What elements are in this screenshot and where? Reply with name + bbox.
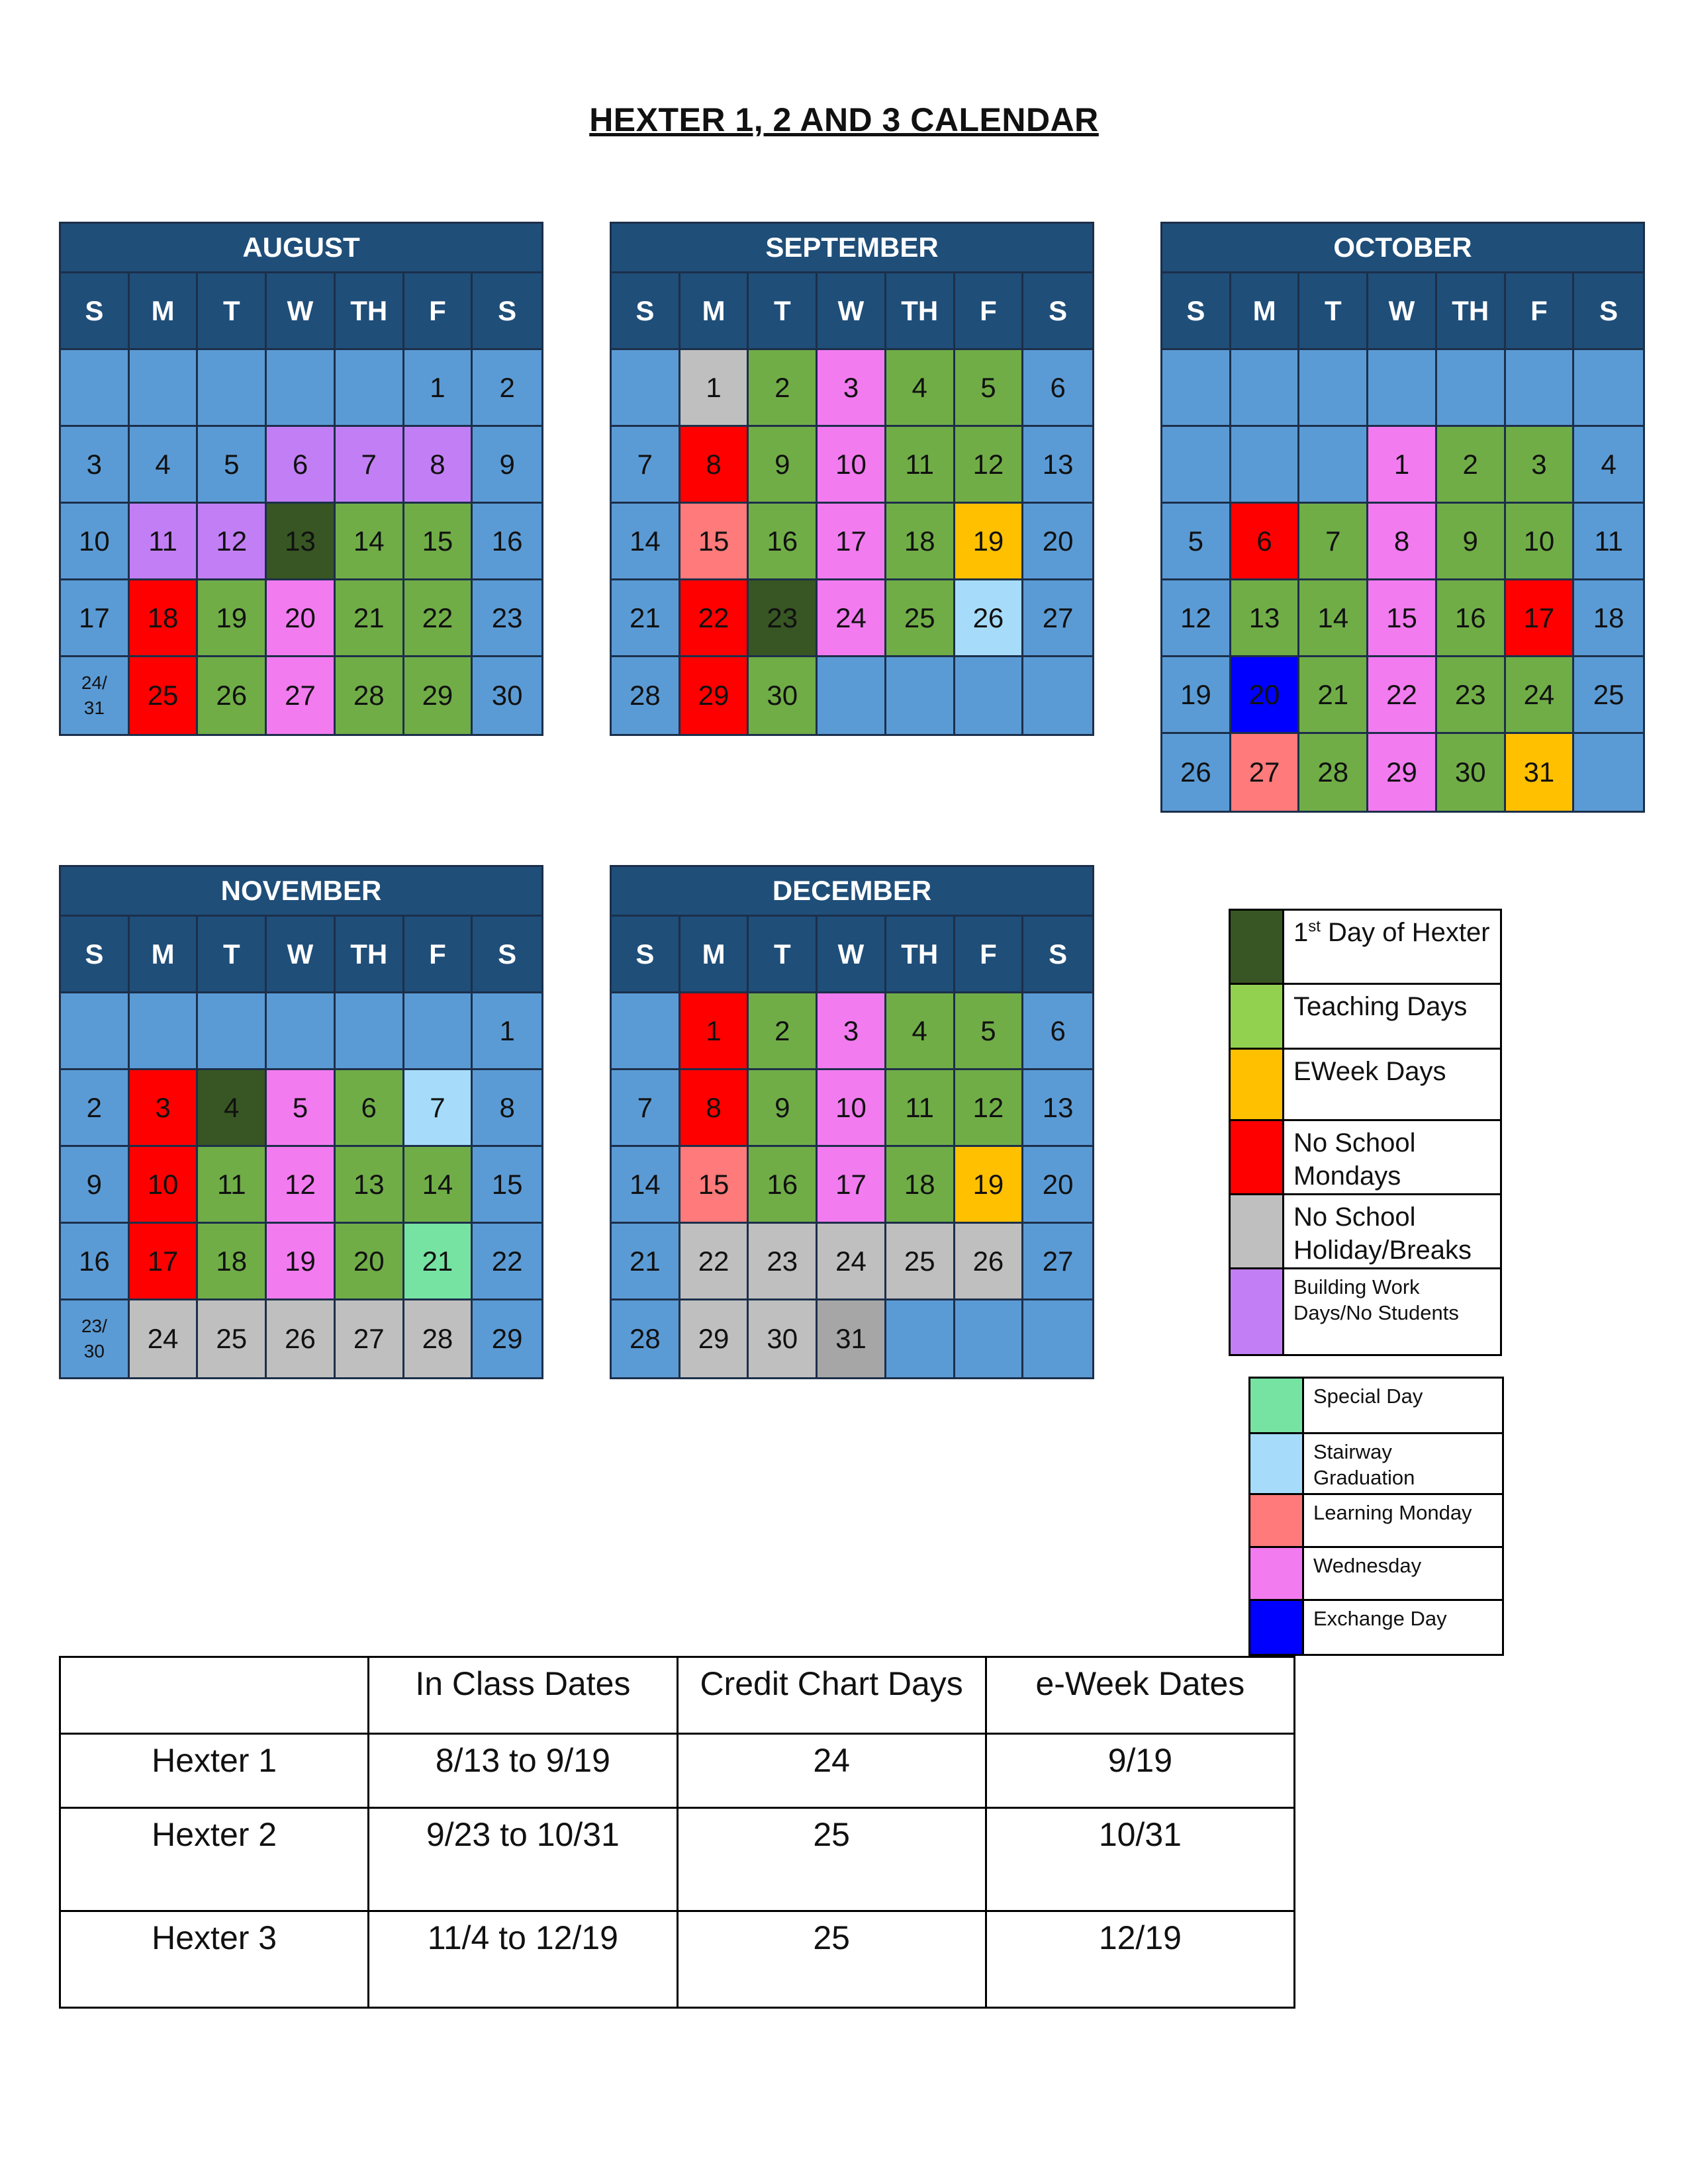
day-cell: 20 <box>267 580 336 657</box>
month-title: NOVEMBER <box>61 867 541 917</box>
day-cell: 3 <box>61 427 130 504</box>
weekday-header: F <box>1506 273 1575 350</box>
empty-day-cell <box>1162 427 1231 504</box>
weekday-header: S <box>1023 273 1092 350</box>
table-cell: 12/19 <box>986 1911 1294 2008</box>
day-cell: 19 <box>955 1147 1024 1224</box>
legend-swatch <box>1250 1495 1304 1546</box>
day-cell: 2 <box>1437 427 1506 504</box>
day-cell: 14 <box>1299 580 1368 657</box>
day-cell: 9 <box>749 427 818 504</box>
day-cell: 14 <box>612 504 680 580</box>
legend-row <box>1231 1121 1500 1195</box>
legend-swatch <box>1250 1434 1304 1493</box>
day-cell: 1 <box>473 993 541 1070</box>
day-cell: 9 <box>749 1070 818 1147</box>
day-cell: 25 <box>198 1300 267 1377</box>
day-cell: 11 <box>1574 504 1643 580</box>
table-cell: 9/23 to 10/31 <box>369 1808 677 1911</box>
day-cell: 4 <box>198 1070 267 1147</box>
day-cell: 21 <box>1299 657 1368 734</box>
table-cell: In Class Dates <box>369 1657 677 1734</box>
table-row <box>60 1734 1295 1808</box>
empty-day-cell <box>955 1300 1024 1377</box>
day-cell: 14 <box>336 504 404 580</box>
month-title: AUGUST <box>61 224 541 273</box>
weekday-header: W <box>267 273 336 350</box>
empty-day-cell <box>1023 657 1092 734</box>
weekday-header: T <box>198 917 267 993</box>
day-cell: 10 <box>1506 504 1575 580</box>
weekday-header: W <box>1368 273 1437 350</box>
legend-label: Building Work Days/No Students <box>1293 1275 1459 1324</box>
weekday-header: S <box>61 273 130 350</box>
day-cell: 24 <box>1506 657 1575 734</box>
legend-row <box>1250 1548 1502 1601</box>
day-cell: 18 <box>130 580 199 657</box>
day-cell: 25 <box>886 580 955 657</box>
table-cell: 8/13 to 9/19 <box>369 1734 677 1808</box>
day-cell: 16 <box>61 1224 130 1300</box>
weekday-header: M <box>680 273 749 350</box>
day-cell: 3 <box>1506 427 1575 504</box>
empty-day-cell <box>1231 350 1300 427</box>
legend-row <box>1231 985 1500 1050</box>
weekday-header: S <box>1162 273 1231 350</box>
calendar-november <box>59 865 543 1379</box>
day-cell: 13 <box>1231 580 1300 657</box>
day-cell: 5 <box>955 350 1024 427</box>
day-cell: 11 <box>886 427 955 504</box>
day-cell: 27 <box>1231 734 1300 811</box>
day-cell: 3 <box>818 350 886 427</box>
day-cell: 25 <box>130 657 199 734</box>
legend-label: No School Mondays <box>1293 1128 1416 1191</box>
empty-day-cell <box>1231 427 1300 504</box>
legend-label: Exchange Day <box>1313 1607 1447 1630</box>
day-cell: 18 <box>198 1224 267 1300</box>
table-cell: 25 <box>677 1911 986 2008</box>
table-cell: Credit Chart Days <box>677 1657 986 1734</box>
day-cell: 9 <box>473 427 541 504</box>
day-cell: 26 <box>267 1300 336 1377</box>
day-cell: 23 <box>473 580 541 657</box>
day-cell: 1 <box>680 993 749 1070</box>
day-cell: 21 <box>612 1224 680 1300</box>
table-cell: 9/19 <box>986 1734 1294 1808</box>
empty-day-cell <box>61 350 130 427</box>
day-cell: 30 <box>749 1300 818 1377</box>
legend-label: Teaching Days <box>1293 992 1468 1021</box>
day-cell: 26 <box>955 1224 1024 1300</box>
legend-row <box>1231 1269 1500 1354</box>
day-cell: 15 <box>404 504 473 580</box>
day-cell: 1 <box>404 350 473 427</box>
day-cell: 19 <box>1162 657 1231 734</box>
table-cell: e-Week Dates <box>986 1657 1294 1734</box>
weekday-header: F <box>404 273 473 350</box>
table-cell: Hexter 3 <box>60 1911 369 2008</box>
day-cell: 21 <box>612 580 680 657</box>
day-cell: 17 <box>1506 580 1575 657</box>
day-cell: 3 <box>818 993 886 1070</box>
day-cell: 17 <box>818 504 886 580</box>
weekday-header: W <box>818 917 886 993</box>
calendar-august <box>59 222 543 736</box>
empty-day-cell <box>404 993 473 1070</box>
day-cell: 8 <box>680 1070 749 1147</box>
day-cell: 18 <box>1574 580 1643 657</box>
weekday-header: S <box>473 273 541 350</box>
day-cell: 24 <box>818 580 886 657</box>
empty-day-cell <box>336 350 404 427</box>
month-title: SEPTEMBER <box>612 224 1092 273</box>
legend-swatch <box>1231 1121 1284 1193</box>
empty-day-cell <box>1162 350 1231 427</box>
weekday-header: TH <box>886 917 955 993</box>
day-cell: 13 <box>267 504 336 580</box>
legend-swatch <box>1231 985 1284 1048</box>
month-title: DECEMBER <box>612 867 1092 917</box>
day-cell: 2 <box>473 350 541 427</box>
day-cell: 23 <box>749 580 818 657</box>
table-cell: Hexter 1 <box>60 1734 369 1808</box>
table-cell: 25 <box>677 1808 986 1911</box>
legend-swatch <box>1231 911 1284 983</box>
day-cell: 27 <box>336 1300 404 1377</box>
day-cell: 27 <box>267 657 336 734</box>
weekday-header: TH <box>336 917 404 993</box>
day-cell: 13 <box>1023 427 1092 504</box>
day-cell: 31 <box>818 1300 886 1377</box>
empty-day-cell <box>955 657 1024 734</box>
day-cell: 22 <box>680 580 749 657</box>
legend-row <box>1250 1379 1502 1434</box>
day-cell: 17 <box>61 580 130 657</box>
day-cell: 17 <box>818 1147 886 1224</box>
weekday-header: S <box>1023 917 1092 993</box>
day-cell: 16 <box>1437 580 1506 657</box>
day-cell: 22 <box>473 1224 541 1300</box>
day-cell: 12 <box>955 1070 1024 1147</box>
day-cell: 26 <box>198 657 267 734</box>
day-cell: 1 <box>1368 427 1437 504</box>
day-cell: 11 <box>198 1147 267 1224</box>
day-cell: 30 <box>749 657 818 734</box>
calendar-september <box>610 222 1094 736</box>
legend-row <box>1250 1434 1502 1495</box>
empty-day-cell <box>1506 350 1575 427</box>
legend-swatch <box>1231 1050 1284 1119</box>
empty-day-cell <box>612 993 680 1070</box>
empty-day-cell <box>1574 350 1643 427</box>
day-cell: 8 <box>404 427 473 504</box>
empty-day-cell <box>886 1300 955 1377</box>
day-cell: 28 <box>612 657 680 734</box>
legend-label: Special Day <box>1313 1385 1423 1408</box>
weekday-header: F <box>955 917 1024 993</box>
empty-day-cell <box>818 657 886 734</box>
day-cell: 19 <box>198 580 267 657</box>
day-cell: 27 <box>1023 1224 1092 1300</box>
day-cell: 24 <box>818 1224 886 1300</box>
day-cell: 16 <box>749 504 818 580</box>
day-cell: 22 <box>1368 657 1437 734</box>
weekday-header: W <box>267 917 336 993</box>
day-cell: 5 <box>955 993 1024 1070</box>
day-cell: 23/ 30 <box>61 1300 130 1377</box>
day-cell: 6 <box>1023 350 1092 427</box>
day-cell: 4 <box>886 350 955 427</box>
weekday-header: S <box>473 917 541 993</box>
day-cell: 12 <box>1162 580 1231 657</box>
empty-day-cell <box>1299 427 1368 504</box>
weekday-header: W <box>818 273 886 350</box>
day-cell: 18 <box>886 504 955 580</box>
day-cell: 21 <box>336 580 404 657</box>
weekday-header: M <box>680 917 749 993</box>
legend-row <box>1250 1601 1502 1654</box>
legend-swatch <box>1250 1601 1304 1654</box>
day-cell: 13 <box>336 1147 404 1224</box>
table-cell <box>60 1657 369 1734</box>
day-cell: 13 <box>1023 1070 1092 1147</box>
page-title: HEXTER 1, 2 AND 3 CALENDAR <box>589 101 1099 138</box>
weekday-header: T <box>749 917 818 993</box>
empty-day-cell <box>1574 734 1643 811</box>
empty-day-cell <box>1023 1300 1092 1377</box>
day-cell: 11 <box>130 504 199 580</box>
day-cell: 29 <box>680 1300 749 1377</box>
weekday-header: T <box>749 273 818 350</box>
day-cell: 5 <box>1162 504 1231 580</box>
table-header-row <box>60 1657 1295 1734</box>
day-cell: 29 <box>680 657 749 734</box>
day-cell: 3 <box>130 1070 199 1147</box>
empty-day-cell <box>267 993 336 1070</box>
weekday-header: TH <box>1437 273 1506 350</box>
day-cell: 10 <box>61 504 130 580</box>
day-cell: 24 <box>130 1300 199 1377</box>
weekday-header: TH <box>886 273 955 350</box>
day-cell: 17 <box>130 1224 199 1300</box>
day-cell: 28 <box>336 657 404 734</box>
day-cell: 24/ 31 <box>61 657 130 734</box>
legend-row <box>1231 1195 1500 1269</box>
day-cell: 23 <box>1437 657 1506 734</box>
calendar-october <box>1160 222 1645 813</box>
day-cell: 19 <box>955 504 1024 580</box>
table-cell: 24 <box>677 1734 986 1808</box>
day-cell: 8 <box>680 427 749 504</box>
day-cell: 6 <box>1231 504 1300 580</box>
day-cell: 28 <box>612 1300 680 1377</box>
day-cell: 5 <box>267 1070 336 1147</box>
day-cell: 19 <box>267 1224 336 1300</box>
empty-day-cell <box>267 350 336 427</box>
table-row <box>60 1808 1295 1911</box>
day-cell: 28 <box>1299 734 1368 811</box>
day-cell: 6 <box>267 427 336 504</box>
day-cell: 28 <box>404 1300 473 1377</box>
day-cell: 7 <box>612 427 680 504</box>
legend-main <box>1229 909 1502 1356</box>
calendar-december <box>610 865 1094 1379</box>
legend-row <box>1231 1050 1500 1121</box>
day-cell: 10 <box>130 1147 199 1224</box>
empty-day-cell <box>198 993 267 1070</box>
day-cell: 8 <box>473 1070 541 1147</box>
empty-day-cell <box>198 350 267 427</box>
day-cell: 25 <box>886 1224 955 1300</box>
day-cell: 4 <box>130 427 199 504</box>
legend-label: 1st Day of Hexter <box>1293 917 1490 947</box>
day-cell: 30 <box>473 657 541 734</box>
table-cell: 11/4 to 12/19 <box>369 1911 677 2008</box>
day-cell: 7 <box>336 427 404 504</box>
day-cell: 12 <box>955 427 1024 504</box>
day-cell: 15 <box>473 1147 541 1224</box>
legend-swatch <box>1231 1269 1284 1354</box>
legend-swatch <box>1250 1379 1304 1432</box>
table-row <box>60 1911 1295 2008</box>
empty-day-cell <box>612 350 680 427</box>
weekday-header: TH <box>336 273 404 350</box>
day-cell: 2 <box>61 1070 130 1147</box>
legend-row <box>1250 1495 1502 1548</box>
day-cell: 14 <box>612 1147 680 1224</box>
weekday-header: S <box>612 273 680 350</box>
day-cell: 15 <box>680 504 749 580</box>
weekday-header: S <box>1574 273 1643 350</box>
legend-label: Stairway Graduation <box>1313 1440 1415 1489</box>
day-cell: 29 <box>1368 734 1437 811</box>
weekday-header: F <box>955 273 1024 350</box>
day-cell: 25 <box>1574 657 1643 734</box>
legend-label: No School Holiday/Breaks <box>1293 1203 1472 1265</box>
summary-table <box>59 1656 1295 2009</box>
weekday-header: T <box>1299 273 1368 350</box>
day-cell: 31 <box>1506 734 1575 811</box>
day-cell: 30 <box>1437 734 1506 811</box>
day-cell: 26 <box>1162 734 1231 811</box>
day-cell: 1 <box>680 350 749 427</box>
day-cell: 15 <box>680 1147 749 1224</box>
empty-day-cell <box>336 993 404 1070</box>
table-cell: 10/31 <box>986 1808 1294 1911</box>
day-cell: 20 <box>1231 657 1300 734</box>
legend-row <box>1231 911 1500 985</box>
day-cell: 22 <box>404 580 473 657</box>
day-cell: 14 <box>404 1147 473 1224</box>
day-cell: 6 <box>336 1070 404 1147</box>
empty-day-cell <box>61 993 130 1070</box>
empty-day-cell <box>886 657 955 734</box>
day-cell: 8 <box>1368 504 1437 580</box>
weekday-header: S <box>61 917 130 993</box>
day-cell: 2 <box>749 350 818 427</box>
day-cell: 12 <box>267 1147 336 1224</box>
day-cell: 15 <box>1368 580 1437 657</box>
day-cell: 29 <box>473 1300 541 1377</box>
empty-day-cell <box>1368 350 1437 427</box>
day-cell: 20 <box>1023 1147 1092 1224</box>
empty-day-cell <box>130 350 199 427</box>
weekday-header: M <box>130 273 199 350</box>
empty-day-cell <box>130 993 199 1070</box>
day-cell: 9 <box>61 1147 130 1224</box>
day-cell: 23 <box>749 1224 818 1300</box>
day-cell: 6 <box>1023 993 1092 1070</box>
day-cell: 2 <box>749 993 818 1070</box>
legend-label: Learning Monday <box>1313 1501 1472 1524</box>
day-cell: 20 <box>1023 504 1092 580</box>
weekday-header: F <box>404 917 473 993</box>
month-title: OCTOBER <box>1162 224 1643 273</box>
day-cell: 10 <box>818 1070 886 1147</box>
weekday-header: M <box>130 917 199 993</box>
day-cell: 7 <box>612 1070 680 1147</box>
day-cell: 16 <box>749 1147 818 1224</box>
day-cell: 16 <box>473 504 541 580</box>
day-cell: 4 <box>886 993 955 1070</box>
day-cell: 7 <box>404 1070 473 1147</box>
day-cell: 4 <box>1574 427 1643 504</box>
legend-label: EWeek Days <box>1293 1057 1446 1086</box>
day-cell: 22 <box>680 1224 749 1300</box>
day-cell: 10 <box>818 427 886 504</box>
day-cell: 11 <box>886 1070 955 1147</box>
day-cell: 20 <box>336 1224 404 1300</box>
weekday-header: M <box>1231 273 1300 350</box>
day-cell: 5 <box>198 427 267 504</box>
day-cell: 27 <box>1023 580 1092 657</box>
empty-day-cell <box>1437 350 1506 427</box>
day-cell: 7 <box>1299 504 1368 580</box>
table-cell: Hexter 2 <box>60 1808 369 1911</box>
day-cell: 18 <box>886 1147 955 1224</box>
day-cell: 21 <box>404 1224 473 1300</box>
legend-label: Wednesday <box>1313 1554 1422 1577</box>
empty-day-cell <box>1299 350 1368 427</box>
day-cell: 29 <box>404 657 473 734</box>
legend-swatch <box>1231 1195 1284 1267</box>
legend-secondary <box>1248 1377 1504 1656</box>
weekday-header: S <box>612 917 680 993</box>
day-cell: 12 <box>198 504 267 580</box>
day-cell: 9 <box>1437 504 1506 580</box>
legend-swatch <box>1250 1548 1304 1599</box>
weekday-header: T <box>198 273 267 350</box>
day-cell: 26 <box>955 580 1024 657</box>
